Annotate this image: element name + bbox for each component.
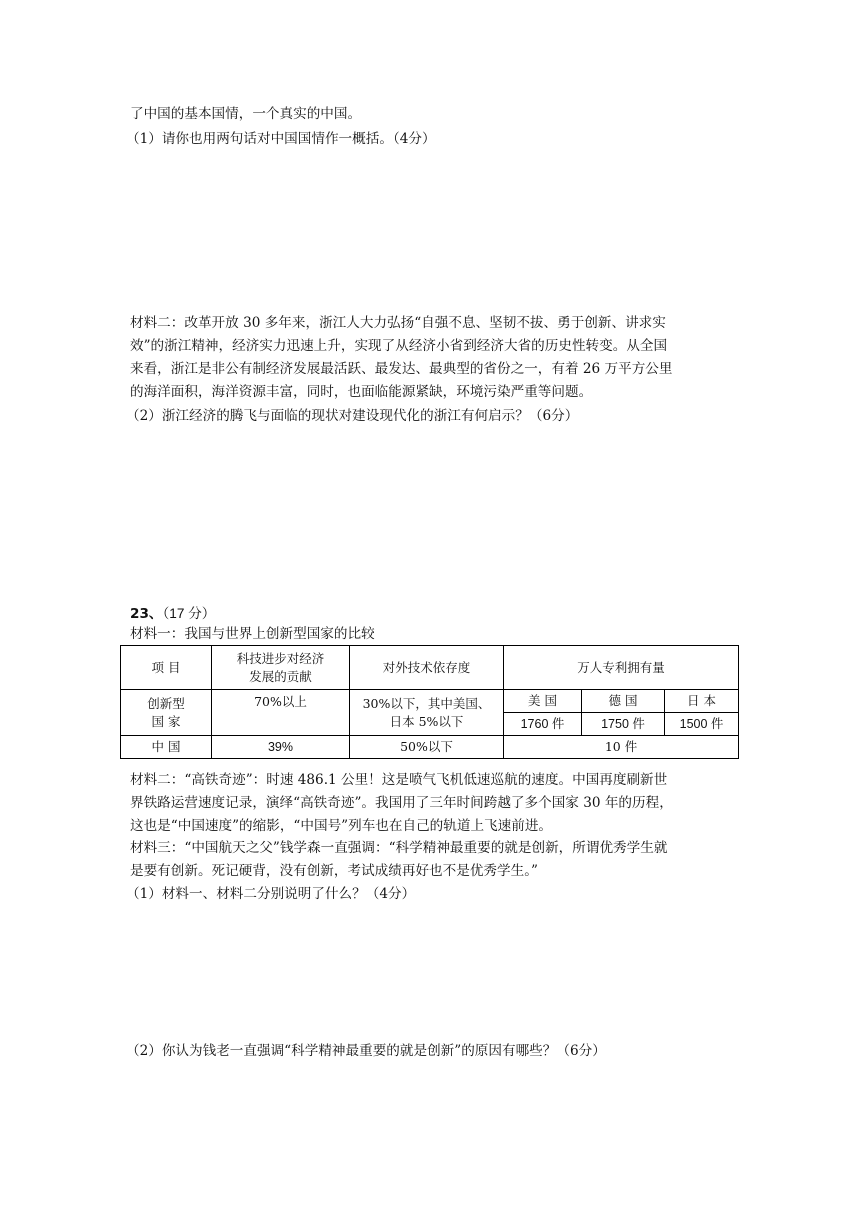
table-row [121,690,739,713]
question-number: 23、 [130,606,163,622]
question-score: （17 分） [162,606,216,621]
context-line: 了中国的基本国情，一个真实的中国。 [130,106,362,122]
material-1-title: 材料一：我国与世界上创新型国家的比较 [130,626,375,642]
question-2: （2）浙江经济的腾飞与面临的现状对建设现代化的浙江有何启示？（6分） [126,408,579,424]
innovative-contribution: 70%以上 [212,690,350,736]
patents-japan: 1500 件 [665,713,739,736]
header-item: 项 目 [121,646,212,690]
patents-usa: 1760 件 [504,713,582,736]
country-usa: 美 国 [504,690,582,713]
question-1: （1）请你也用两句话对中国国情作一概括。（4分） [126,131,436,147]
question-23-2: （2）你认为钱老一直强调“科学精神最重要的就是创新”的原因有哪些？（6分） [126,1043,606,1059]
material-2b-line-1: 材料二：“高铁奇迹”：时速 486.1 公里！这是喷气飞机低速巡航的速度。中国再度刷新世 [130,772,668,788]
innovative-dependency [350,690,504,736]
material-3-line-1: 材料三：“中国航天之父”钱学森一直强调：“科学精神最重要的就是创新，所谓优秀学生就 [130,840,668,856]
innovative-label [121,690,212,736]
china-contribution: 39% [212,736,350,759]
material-2-line-3: 来看，浙江是非公有制经济发展最活跃、最发达、最典型的省份之一，有着 26 万平方公里 [130,361,673,377]
patents-germany: 1750 件 [582,713,665,736]
header-contribution-line-1: 科技进步对经济 [236,650,325,666]
question-23-1: （1）材料一、材料二分别说明了什么？（4分） [126,886,416,902]
country-japan: 日 本 [665,690,739,713]
header-contribution [212,646,350,690]
innovative-dependency-line-1: 30%以下，其中美国、 [362,695,491,711]
china-patents: 10 件 [504,736,739,759]
question-23-header [130,604,740,624]
table-header-row [121,646,739,690]
material-2b-line-2: 界铁路运营速度记录，演绎“高铁奇迹”。我国用了三年时间跨越了多个国家 30 年的历程， [130,795,673,811]
china-dependency: 50%以下 [350,736,504,759]
material-2-line-2: 效”的浙江精神，经济实力迅速上升，实现了从经济小省到经济大省的历史性转变。从全国 [130,338,668,354]
innovative-label-line-1: 创新型 [147,695,185,711]
header-dependency: 对外技术依存度 [350,646,504,690]
innovative-label-line-2: 国 家 [151,713,181,729]
material-3-line-2: 是要有创新。死记硬背，没有创新，考试成绩再好也不是优秀学生。” [130,863,538,879]
header-contribution-line-2: 发展的贡献 [249,668,312,684]
innovative-dependency-line-2: 日本 5%以下 [389,713,464,729]
china-label: 中 国 [121,736,212,759]
table-row [121,736,739,759]
header-patents: 万人专利拥有量 [504,646,739,690]
material-2b-line-3: 这也是“中国速度”的缩影，“中国号”列车也在自己的轨道上飞速前进。 [130,818,553,834]
material-2-line-4: 的海洋面积，海洋资源丰富，同时，也面临能源紧缺，环境污染严重等问题。 [130,384,593,400]
material-2-line-1: 材料二：改革开放 30 多年来，浙江人大力弘扬“自强不息、坚韧不拔、勇于创新、讲求实 [130,315,666,331]
country-germany: 德 国 [582,690,665,713]
comparison-table [120,645,739,759]
